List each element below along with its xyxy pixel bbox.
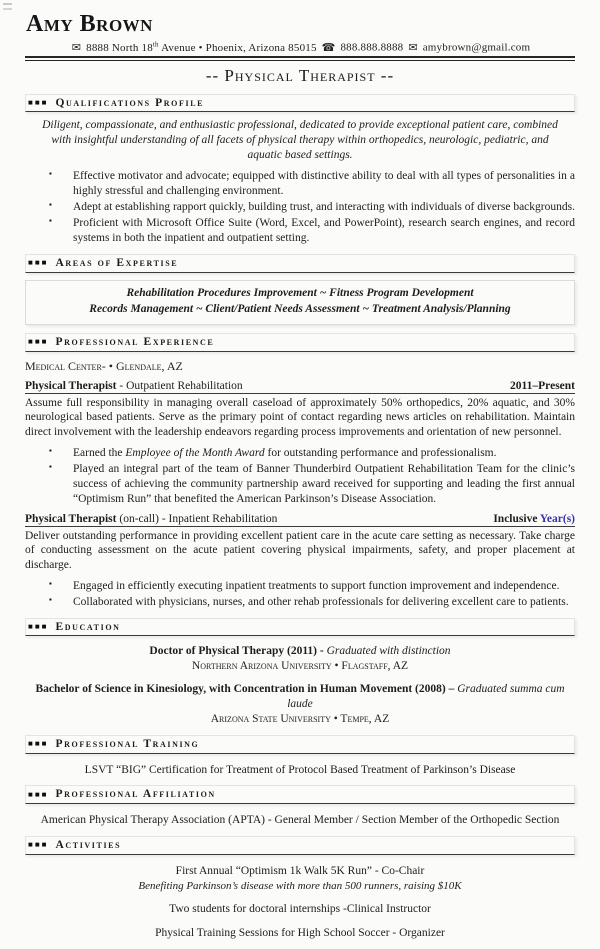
activity-line: Physical Training Sessions for High School Soccer - Organizer xyxy=(155,926,445,939)
section-title: Professional Affiliation xyxy=(55,788,216,801)
bullet-icon: ▪ xyxy=(49,445,52,455)
job-summary: Deliver outstanding performance in providing excellent patient care in the acute care setting as necessary. Take charge of conducting assessment on the acute patient covering physical impairments, safety, and proper placement at discharge. xyxy=(25,529,575,571)
expertise-box xyxy=(25,280,575,325)
document-title: -- Physical Therapist -- xyxy=(205,65,395,85)
activity-item xyxy=(25,902,575,917)
list-item: ▪ Earned the Employee of the Month Award for outstanding performance and professionalism. xyxy=(49,445,497,459)
years-link[interactable]: Year(s) xyxy=(539,512,575,525)
section-marker-icon: ■■■ xyxy=(28,621,49,631)
job-title-row xyxy=(25,380,575,394)
phone-icon: ☎ xyxy=(321,41,336,54)
education-entry xyxy=(25,644,575,674)
section-header-expertise xyxy=(25,254,575,273)
section-title: Activities xyxy=(55,839,122,852)
expertise-line: Records Management ~ Client/Patient Needs Assessment ~ Treatment Analysis/Planning xyxy=(89,303,511,316)
bullet-icon: ▪ xyxy=(49,216,52,226)
section-marker-icon: ■■■ xyxy=(28,258,49,268)
section-marker-icon: ■■■ xyxy=(28,840,49,850)
phone-number: 888.888.8888 xyxy=(340,41,404,54)
email-address: amybrown@gmail.com xyxy=(422,41,531,54)
education-entry xyxy=(25,682,575,727)
bullet-icon: ▪ xyxy=(49,578,52,588)
activity-line: Two students for doctoral internships -Clinical Instructor xyxy=(169,902,431,915)
person-name: Amy Brown xyxy=(26,11,153,37)
activity-item xyxy=(25,926,575,941)
job-dates: 2011–Present xyxy=(510,379,575,392)
section-marker-icon: ■■■ xyxy=(28,98,49,108)
list-item: ▪ Collaborated with physicians, nurses, and other rehab professionals for delivering excellent care to patients. xyxy=(49,594,569,608)
section-header-training xyxy=(25,735,575,754)
section-header-experience xyxy=(25,333,575,352)
section-header-qualifications xyxy=(25,94,575,113)
degree-line: Doctor of Physical Therapy (2011) - Graduated with distinction xyxy=(149,645,451,658)
list-item: ▪ Proficient with Microsoft Office Suite (Word, Excel, and PowerPoint), research search engines, and record systems in both the inpatient and outpatient setting. xyxy=(49,216,575,245)
envelope-icon: ✉ xyxy=(408,41,418,54)
list-item: ▪ Played an integral part of the team of Banner Thunderbird Outpatient Rehabilitation Team for the clinic’s success of achieving the community partnership award received for supporting and leading the first annual “Optimism Run” that benefited the American Parkinson’s Disease Association. xyxy=(49,461,575,505)
expertise-line: Rehabilitation Procedures Improvement ~ Fitness Program Development xyxy=(126,286,474,299)
school-line: Arizona State University • Tempe, AZ xyxy=(210,712,390,725)
job-title: Physical Therapist - Outpatient Rehabilitation xyxy=(25,379,243,392)
degree-line: Bachelor of Science in Kinesiology, with Concentration in Human Movement (2008) – Graduated summa cum laude xyxy=(35,683,565,710)
section-header-education xyxy=(25,618,575,637)
qualifications-bullets xyxy=(25,169,575,246)
job-title: Physical Therapist (on-call) - Inpatient Rehabilitation xyxy=(25,512,278,525)
bullet-icon: ▪ xyxy=(49,200,52,210)
job-dates: Inclusive Year(s) xyxy=(493,512,575,525)
section-marker-icon: ■■■ xyxy=(28,739,49,749)
training-line: LSVT “BIG” Certification for Treatment of Protocol Based Treatment of Parkinson’s Disease xyxy=(84,763,516,776)
section-marker-icon: ■■■ xyxy=(28,337,49,347)
section-header-activities xyxy=(25,836,575,855)
profile-summary: Diligent, compassionate, and enthusiastic professional, dedicated to provide exceptional patient care, combined with insightful understanding of all facets of physical therapy within orthopedics, neurologic, pediatric, and aquatic based settings. xyxy=(42,119,558,162)
school-line: Northern Arizona University • Flagstaff, AZ xyxy=(191,660,409,673)
header-divider xyxy=(25,56,575,61)
section-title: Education xyxy=(55,620,121,633)
section-title: Qualifications Profile xyxy=(55,96,205,109)
mail-icon: ✉ xyxy=(71,41,82,54)
activity-line: First Annual “Optimism 1k Walk 5K Run” - Co-Chair xyxy=(175,864,425,877)
job-summary: Assume full responsibility in managing overall caseload of approximately 50% orthopedics, 20% aquatic, and 30% neurological based patients. Serve as the primary point of contact regarding news articles on rehabilitation. Maintain direct involvement with the leadership endeavors regarding process improvements and orientation of new personnel. xyxy=(25,396,575,439)
list-item: ▪ Effective motivator and advocate; equipped with distinctive ability to deal with all types of personalities in a highly stressful and challenging environment. xyxy=(49,169,575,198)
bullet-icon: ▪ xyxy=(49,169,52,179)
list-item: ▪ Engaged in efficiently executing inpatient treatments to support function improvement and independence. xyxy=(49,578,560,592)
bullet-icon: ▪ xyxy=(49,594,52,604)
contact-line xyxy=(25,40,575,54)
section-header-affiliation xyxy=(25,785,575,804)
list-item: ▪ Adept at establishing rapport quickly, building trust, and interacting with individuals of diverse backgrounds. xyxy=(49,200,575,214)
scan-artifact xyxy=(3,3,12,5)
section-title: Areas of Expertise xyxy=(55,256,179,269)
employer-line: Medical Center- • Glendale, AZ xyxy=(25,358,183,373)
section-marker-icon: ■■■ xyxy=(28,789,49,799)
address-text: 8888 North 18th Avenue • Phoenix, Arizona 85015 xyxy=(86,40,317,54)
job-bullets xyxy=(25,579,575,610)
job-title-row xyxy=(25,513,575,527)
bullet-icon: ▪ xyxy=(49,461,52,471)
section-title: Professional Experience xyxy=(55,335,215,348)
activity-subline: Benefiting Parkinson’s disease with more than 500 runners, raising $10K xyxy=(138,879,462,892)
job-bullets xyxy=(25,446,575,507)
section-title: Professional Training xyxy=(55,737,200,750)
affiliation-line: American Physical Therapy Association (APTA) - General Member / Section Member of the Orthopedic Section xyxy=(40,814,560,827)
activity-item xyxy=(25,864,575,893)
